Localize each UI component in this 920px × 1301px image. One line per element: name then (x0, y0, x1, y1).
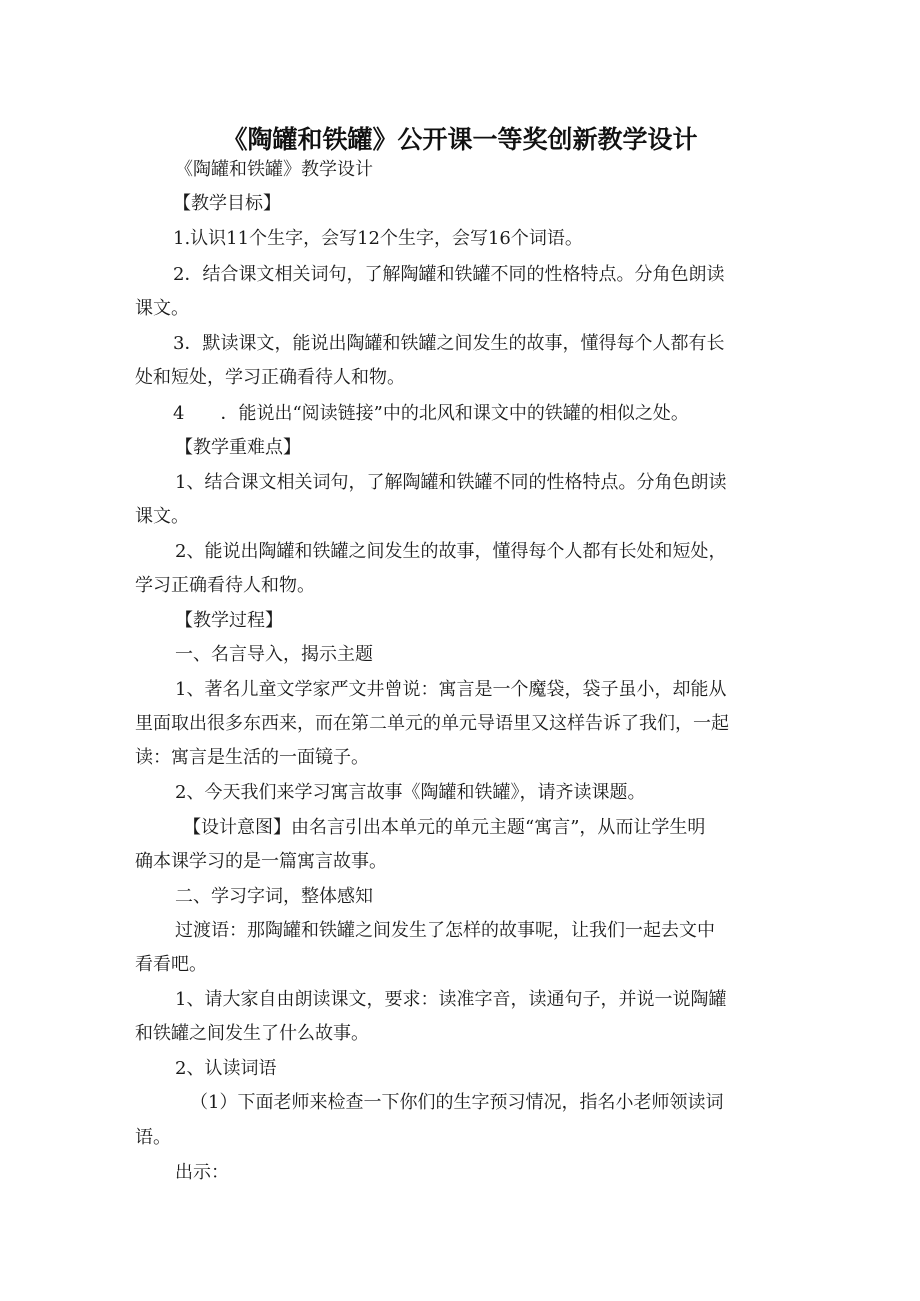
objective-4: 4 ．能说出“阅读链接”中的北风和课文中的铁罐的相似之处。 (173, 403, 689, 424)
key-point-2: 2、能说出陶罐和铁罐之间发生的故事，懂得每个人都有长处和短处， (175, 541, 727, 562)
document-title: 《陶罐和铁罐》公开课一等奖创新教学设计 (222, 125, 698, 154)
step-1-paragraph-1-cont2: 读：寓言是生活的一面镜子。 (135, 747, 369, 768)
key-point-2-cont: 学习正确看待人和物。 (135, 575, 315, 596)
step-heading-2: 二、学习字词，整体感知 (175, 886, 373, 907)
key-point-1-cont: 课文。 (135, 506, 189, 527)
objective-3: 3．默读课文，能说出陶罐和铁罐之间发生的故事，懂得每个人都有长 (173, 333, 725, 354)
step-1-paragraph-1: 1、著名儿童文学家严文井曾说：寓言是一个魔袋，袋子虽小，却能从 (175, 679, 727, 700)
objective-3-cont: 处和短处，学习正确看待人和物。 (135, 367, 405, 388)
step-1-paragraph-1-cont: 里面取出很多东西来，而在第二单元的单元导语里又这样告诉了我们，一起 (135, 713, 729, 734)
objective-2: 2．结合课文相关词句，了解陶罐和铁罐不同的性格特点。分角色朗读 (173, 264, 725, 285)
subtitle: 《陶罐和铁罐》教学设计 (175, 159, 373, 180)
design-intent: 【设计意图】由名言引出本单元的单元主题“寓言”，从而让学生明 (183, 817, 706, 838)
objective-1: 1.认识11个生字，会写12个生字，会写16个词语。 (173, 228, 583, 249)
transition-text-cont: 看看吧。 (135, 954, 207, 975)
step-2-paragraph-1: 1、请大家自由朗读课文，要求：读准字音，读通句子，并说一说陶罐 (175, 989, 727, 1010)
step-heading-1: 一、名言导入，揭示主题 (175, 644, 373, 665)
key-point-1: 1、结合课文相关词句，了解陶罐和铁罐不同的性格特点。分角色朗读 (175, 472, 727, 493)
section-heading-process: 【教学过程】 (175, 610, 283, 631)
design-intent-cont: 确本课学习的是一篇寓言故事。 (135, 851, 387, 872)
step-2-sub-1: （1）下面老师来检查一下你们的生字预习情况，指名小老师领读词 (190, 1092, 724, 1113)
objective-2-cont: 课文。 (135, 298, 189, 319)
section-heading-objectives: 【教学目标】 (173, 193, 281, 214)
section-heading-key-points: 【教学重难点】 (175, 437, 301, 458)
step-2-paragraph-1-cont: 和铁罐之间发生了什么故事。 (135, 1023, 369, 1044)
transition-text: 过渡语：那陶罐和铁罐之间发生了怎样的故事呢，让我们一起去文中 (175, 920, 715, 941)
step-1-paragraph-2: 2、今天我们来学习寓言故事《陶罐和铁罐》，请齐读课题。 (175, 782, 646, 803)
step-2-paragraph-2: 2、认读词语 (175, 1058, 277, 1079)
show-label: 出示： (175, 1162, 229, 1183)
step-2-sub-1-cont: 语。 (135, 1127, 171, 1148)
